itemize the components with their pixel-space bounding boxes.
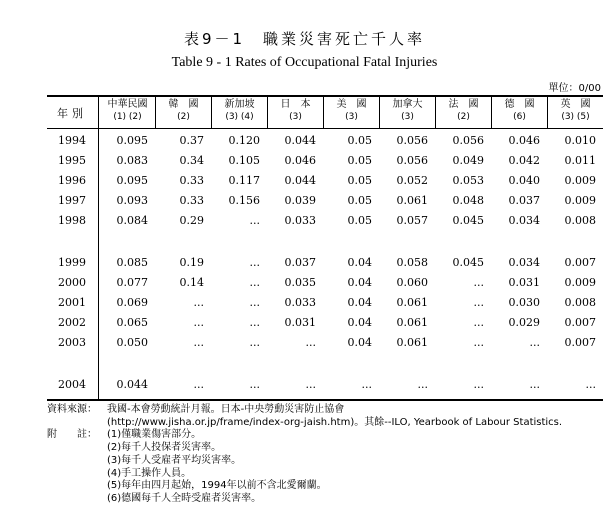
value-cell: 0.030: [508, 296, 540, 309]
value-cell: ...: [249, 276, 260, 289]
column-header-country: 日 本: [280, 99, 311, 110]
value-cell: 0.04: [347, 336, 372, 349]
value-cell: 0.009: [564, 194, 596, 207]
column-header-country: 韓 國: [168, 99, 199, 110]
value-cell: 0.049: [452, 154, 484, 167]
table-row: [47, 172, 603, 190]
value-cell: 0.05: [347, 194, 372, 207]
column-header: [100, 98, 155, 124]
value-cell: ...: [193, 316, 204, 329]
value-cell: 0.029: [508, 316, 540, 329]
value-cell: 0.117: [228, 174, 260, 187]
table-row: [47, 212, 603, 230]
value-cell: 0.037: [284, 256, 316, 269]
value-cell: 0.031: [284, 316, 316, 329]
value-cell: 0.093: [116, 194, 148, 207]
column-header-country: 英 國: [560, 99, 591, 110]
value-cell: 0.039: [284, 194, 316, 207]
value-cell: 0.085: [116, 256, 148, 269]
value-cell: 0.069: [116, 296, 148, 309]
footnote-text: (3)每千人受雇者平均災害率。: [107, 454, 242, 466]
value-cell: 0.056: [396, 134, 428, 147]
value-cell: 0.29: [179, 214, 204, 227]
year-cell: 1998: [58, 214, 86, 227]
value-cell: 0.037: [508, 194, 540, 207]
value-cell: 0.19: [179, 256, 204, 269]
value-cell: 0.035: [284, 276, 316, 289]
value-cell: 0.044: [284, 174, 316, 187]
column-header-country: 中華民國: [107, 99, 148, 110]
table-row: [47, 152, 603, 170]
value-cell: 0.034: [508, 214, 540, 227]
value-cell: 0.058: [396, 256, 428, 269]
table-row: [47, 274, 603, 292]
table-row: [47, 132, 603, 150]
year-cell: 2000: [58, 276, 86, 289]
column-header-country: 美 國: [336, 99, 367, 110]
value-cell: 0.033: [284, 296, 316, 309]
column-header-note: (3): [345, 112, 358, 122]
value-cell: 0.04: [347, 256, 372, 269]
value-cell: 0.057: [396, 214, 428, 227]
footnote-label: 資料來源：: [47, 404, 97, 415]
column-header: [492, 98, 547, 124]
value-cell: 0.045: [452, 214, 484, 227]
year-cell: 2002: [58, 316, 86, 329]
value-cell: 0.056: [452, 134, 484, 147]
value-cell: 0.046: [284, 154, 316, 167]
value-cell: 0.031: [508, 276, 540, 289]
value-cell: ...: [249, 378, 260, 391]
value-cell: 0.008: [564, 214, 596, 227]
table-row: [47, 294, 603, 312]
value-cell: 0.37: [179, 134, 204, 147]
value-cell: 0.061: [396, 296, 428, 309]
value-cell: 0.034: [508, 256, 540, 269]
value-cell: ...: [249, 336, 260, 349]
year-cell: 1995: [58, 154, 86, 167]
value-cell: 0.046: [508, 134, 540, 147]
column-header-note: (1) (2): [113, 112, 142, 122]
value-cell: 0.048: [452, 194, 484, 207]
year-cell: 2003: [58, 336, 86, 349]
value-cell: ...: [249, 214, 260, 227]
value-cell: 0.040: [508, 174, 540, 187]
column-header-country: 加拿大: [392, 99, 423, 110]
value-cell: 0.011: [564, 154, 596, 167]
value-cell: ...: [417, 378, 428, 391]
value-cell: 0.007: [564, 336, 596, 349]
value-cell: 0.077: [116, 276, 148, 289]
value-cell: ...: [361, 378, 372, 391]
column-header-note: (3) (5): [561, 112, 590, 122]
value-cell: 0.04: [347, 276, 372, 289]
value-cell: ...: [473, 276, 484, 289]
value-cell: 0.05: [347, 174, 372, 187]
value-cell: ...: [193, 296, 204, 309]
value-cell: 0.009: [564, 174, 596, 187]
footnote-text: 我國-本會勞動統計月報。日本-中央勞動災害防止協會: [107, 404, 345, 415]
value-cell: 0.156: [228, 194, 260, 207]
year-cell: 1999: [58, 256, 86, 269]
table-header-rule: [47, 128, 603, 129]
value-cell: 0.05: [347, 134, 372, 147]
value-cell: 0.33: [179, 174, 204, 187]
value-cell: 0.061: [396, 316, 428, 329]
value-cell: 0.009: [564, 276, 596, 289]
table-row: [47, 254, 603, 272]
value-cell: ...: [473, 296, 484, 309]
value-cell: ...: [193, 378, 204, 391]
footnote-text: (1)僅職業傷害部分。: [107, 429, 202, 441]
value-cell: 0.065: [116, 316, 148, 329]
column-header: [268, 98, 323, 124]
value-cell: ...: [473, 378, 484, 391]
column-header-note: (6): [513, 112, 526, 122]
value-cell: 0.04: [347, 316, 372, 329]
unit-label: 單位：0/00: [548, 83, 601, 94]
table-top-rule: [47, 95, 603, 97]
value-cell: 0.083: [116, 154, 148, 167]
footnote-text: (5)每年由四月起始，1994年以前不含北愛爾蘭。: [107, 480, 327, 492]
value-cell: 0.05: [347, 214, 372, 227]
value-cell: 0.033: [284, 214, 316, 227]
value-cell: ...: [305, 336, 316, 349]
value-cell: ...: [249, 316, 260, 329]
value-cell: 0.010: [564, 134, 596, 147]
column-header-note: (2): [177, 112, 190, 122]
table-row: [47, 192, 603, 210]
year-cell: 1996: [58, 174, 86, 187]
value-cell: 0.050: [116, 336, 148, 349]
footnote-text: (6)德國每千人全時受雇者災害率。: [107, 492, 262, 504]
value-cell: 0.008: [564, 296, 596, 309]
value-cell: ...: [529, 378, 540, 391]
table-title-english: Table 9 - 1 Rates of Occupational Fatal Injuries: [171, 55, 438, 70]
value-cell: 0.04: [347, 296, 372, 309]
table-row: [47, 314, 603, 332]
table-row: [47, 334, 603, 352]
column-header-note: (3): [401, 112, 414, 122]
column-header: [548, 98, 603, 124]
value-cell: 0.14: [179, 276, 204, 289]
footnote-text: (http://www.jisha.or.jp/frame/index-org-jaish.htm)。其餘--ILO, Yearbook of Labour Statistics.: [107, 416, 563, 428]
value-cell: 0.042: [508, 154, 540, 167]
table-row: [47, 376, 603, 394]
value-cell: ...: [249, 296, 260, 309]
year-cell: 2001: [58, 296, 86, 309]
value-cell: 0.105: [228, 154, 260, 167]
value-cell: 0.05: [347, 154, 372, 167]
value-cell: ...: [305, 378, 316, 391]
footnote-text: (2)每千人投保者災害率。: [107, 442, 222, 454]
value-cell: 0.34: [179, 154, 204, 167]
value-cell: 0.095: [116, 134, 148, 147]
column-header-note: (3): [289, 112, 302, 122]
column-header-country: 新加坡: [224, 99, 255, 110]
year-cell: 2004: [58, 378, 86, 391]
value-cell: 0.044: [284, 134, 316, 147]
value-cell: 0.044: [116, 378, 148, 391]
value-cell: ...: [529, 336, 540, 349]
value-cell: 0.007: [564, 316, 596, 329]
year-cell: 1997: [58, 194, 86, 207]
value-cell: 0.053: [452, 174, 484, 187]
column-header: [324, 98, 379, 124]
year-column-header: 年別: [57, 107, 87, 120]
column-header-note: (3) (4): [225, 112, 254, 122]
value-cell: ...: [585, 378, 596, 391]
value-cell: 0.007: [564, 256, 596, 269]
column-header-note: (2): [457, 112, 470, 122]
value-cell: 0.061: [396, 194, 428, 207]
value-cell: 0.045: [452, 256, 484, 269]
table-bottom-rule: [47, 399, 603, 401]
year-cell: 1994: [58, 134, 86, 147]
column-header: [156, 98, 211, 124]
footnote-label: 附 註：: [47, 429, 97, 441]
column-header-country: 法 國: [448, 99, 479, 110]
value-cell: 0.052: [396, 174, 428, 187]
value-cell: ...: [249, 256, 260, 269]
value-cell: 0.120: [228, 134, 260, 147]
value-cell: 0.056: [396, 154, 428, 167]
value-cell: 0.084: [116, 214, 148, 227]
value-cell: 0.061: [396, 336, 428, 349]
value-cell: 0.33: [179, 194, 204, 207]
value-cell: 0.060: [396, 276, 428, 289]
column-header: [380, 98, 435, 124]
value-cell: ...: [473, 336, 484, 349]
value-cell: ...: [193, 336, 204, 349]
data-table: [47, 95, 603, 401]
footnote-text: (4)手工操作人員。: [107, 467, 192, 479]
column-header-country: 德 國: [504, 99, 535, 110]
column-header: [436, 98, 491, 124]
value-cell: 0.095: [116, 174, 148, 187]
value-cell: ...: [473, 316, 484, 329]
table-title-chinese: 表9－1 職業災害死亡千人率: [183, 30, 426, 48]
column-header: [212, 98, 267, 124]
